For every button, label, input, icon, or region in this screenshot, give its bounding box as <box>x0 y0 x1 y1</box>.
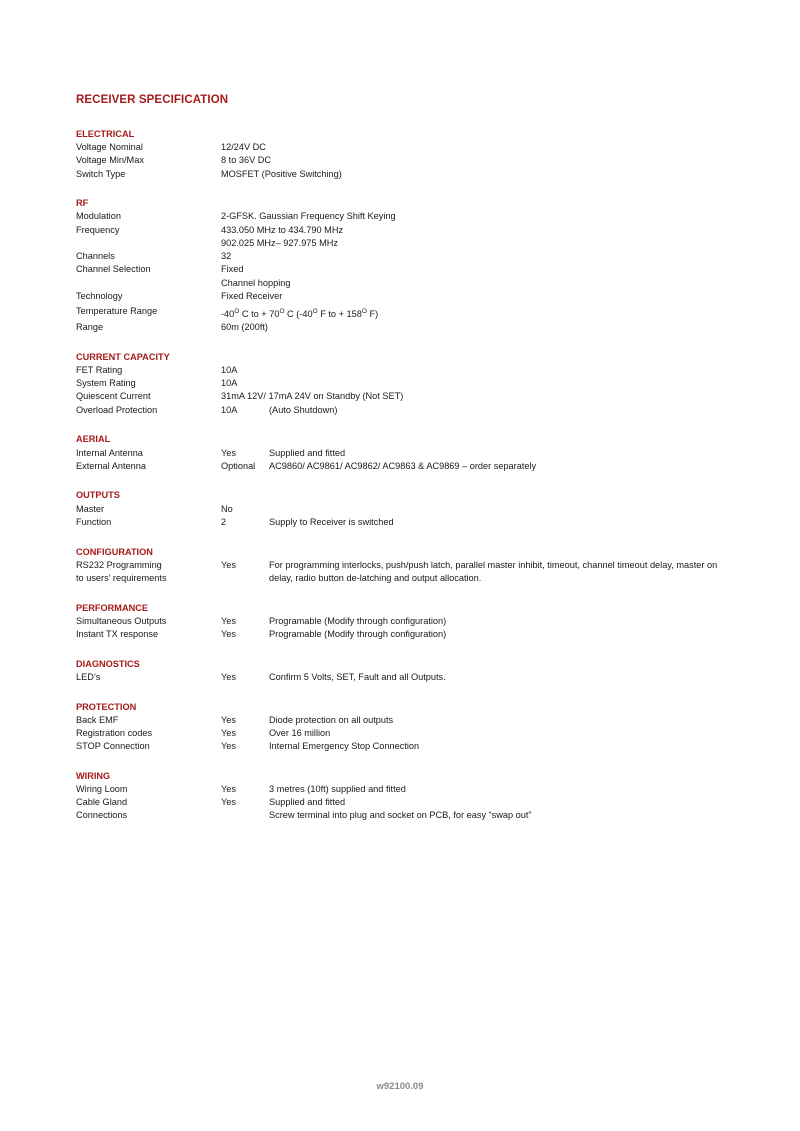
spec-row <box>76 714 756 727</box>
spec-label: Master <box>76 503 105 514</box>
spec-value <box>221 796 756 809</box>
section-heading-electrical: ELECTRICAL <box>76 129 135 139</box>
degree-mark: O <box>279 307 285 315</box>
spec-label: Back EMF <box>76 714 119 725</box>
spec-value <box>221 628 756 641</box>
spec-value-primary: Yes <box>221 784 236 795</box>
spec-value-primary: Yes <box>221 559 236 570</box>
spec-value: 12/24V DC <box>221 142 266 153</box>
spec-row <box>76 783 756 796</box>
spec-value-note: For programming interlocks, push/push latch, parallel master inhibit, timeout, channel timeout delay, master on delay, radio button de-latching and output allocation. <box>269 559 718 583</box>
spec-row-continued <box>76 277 756 290</box>
section-aerial <box>76 433 756 473</box>
spec-label: STOP Connection <box>76 741 150 752</box>
spec-value-note: Programable (Modify through configuration) <box>269 615 447 626</box>
spec-value-note: 3 metres (10ft) supplied and fitted <box>269 784 406 795</box>
spec-value-note: Supplied and fitted <box>269 447 346 458</box>
spec-value <box>221 740 756 753</box>
spec-row <box>76 168 756 181</box>
spec-label: Frequency <box>76 224 120 235</box>
spec-value-primary: Yes <box>221 741 236 752</box>
spec-label: Wiring Loom <box>76 784 128 795</box>
section-heading-protection: PROTECTION <box>76 701 137 712</box>
spec-row <box>76 250 756 263</box>
section-configuration <box>76 546 756 586</box>
spec-value: 60m (200ft) <box>221 322 268 333</box>
spec-value: Fixed <box>221 264 244 275</box>
section-heading-configuration: CONFIGURATION <box>76 546 153 557</box>
spec-value: 8 to 36V DC <box>221 155 272 166</box>
spec-value: MOSFET (Positive Switching) <box>221 168 342 179</box>
spec-value <box>221 404 756 417</box>
spec-row <box>76 447 756 460</box>
section-heading-aerial: AERIAL <box>76 434 111 445</box>
spec-value <box>221 783 756 796</box>
spec-value <box>221 460 756 473</box>
spec-value-primary: Yes <box>221 615 236 626</box>
temperature-text: F to + 158 <box>317 308 362 319</box>
spec-value-primary: Yes <box>221 797 236 808</box>
spec-label: External Antenna <box>76 460 146 471</box>
spec-value: 10A <box>221 378 238 389</box>
spec-value <box>221 447 756 460</box>
spec-value: No <box>221 503 233 514</box>
spec-label: LED’s <box>76 671 101 682</box>
spec-row <box>76 671 756 684</box>
spec-row <box>76 141 756 154</box>
spec-value: Channel hopping <box>221 277 291 288</box>
spec-value-primary: Yes <box>221 447 236 458</box>
section-protection <box>76 701 756 754</box>
spec-row-continued <box>76 237 756 250</box>
spec-label: Instant TX response <box>76 628 159 639</box>
spec-row <box>76 303 756 321</box>
spec-row <box>76 263 756 276</box>
spec-label: Channel Selection <box>76 264 151 275</box>
spec-label: Voltage Nominal <box>76 142 143 153</box>
spec-value-primary: Yes <box>221 727 236 738</box>
spec-value: Fixed Receiver <box>221 290 283 301</box>
spec-value-primary: Yes <box>221 628 236 639</box>
spec-row <box>76 615 756 628</box>
spec-value: 10A <box>221 365 238 375</box>
spec-value-note: (Auto Shutdown) <box>269 404 338 415</box>
spec-value-note: Screw terminal into plug and socket on PCB, for easy “swap out” <box>269 810 532 821</box>
spec-label: to users’ requirements <box>76 572 167 583</box>
spec-value <box>221 671 756 684</box>
degree-mark: O <box>234 307 240 315</box>
section-electrical <box>76 128 756 181</box>
spec-row <box>76 154 756 167</box>
spec-label: Internal Antenna <box>76 447 143 458</box>
spec-value-primary: Yes <box>221 714 236 725</box>
spec-value: 2-GFSK. Gaussian Frequency Shift Keying <box>221 211 396 222</box>
spec-value-note: Over 16 million <box>269 727 331 738</box>
temperature-text: -40 <box>221 308 235 319</box>
spec-row <box>76 404 756 417</box>
spec-label: Voltage Min/Max <box>76 155 144 166</box>
spec-value-note: Supplied and fitted <box>269 797 346 808</box>
document-code: w92100.09 <box>376 1081 424 1092</box>
spec-label: Function <box>76 516 112 527</box>
section-heading-outputs: OUTPUTS <box>76 490 120 501</box>
spec-row <box>76 740 756 753</box>
section-current-capacity <box>76 351 756 417</box>
spec-value-note: Confirm 5 Volts, SET, Fault and all Outputs. <box>269 671 446 682</box>
spec-value: 902.025 MHz– 927.975 MHz <box>221 237 338 248</box>
section-rf <box>76 197 756 334</box>
temperature-text: C to + 70 <box>239 308 280 319</box>
spec-label: RS232 Programming <box>76 559 162 570</box>
spec-label: Registration codes <box>76 727 153 738</box>
section-heading-performance: PERFORMANCE <box>76 602 148 613</box>
spec-value: 31mA 12V/ 17mA 24V on Standby (Not SET) <box>221 391 404 402</box>
spec-value-primary: Optional <box>221 460 256 471</box>
spec-value-primary: 10A <box>221 404 238 415</box>
spec-row <box>76 460 756 473</box>
section-heading-diagnostics: DIAGNOSTICS <box>76 658 140 669</box>
spec-label: Modulation <box>76 211 121 222</box>
spec-row <box>76 224 756 237</box>
spec-label: Simultaneous Outputs <box>76 615 167 626</box>
temperature-value <box>221 305 756 321</box>
spec-value-note: Internal Emergency Stop Connection <box>269 741 420 752</box>
spec-row <box>76 559 756 585</box>
spec-value: 433.050 MHz to 434.790 MHz <box>221 224 344 235</box>
spec-label: Channels <box>76 251 115 262</box>
section-performance <box>76 602 756 642</box>
spec-value: 32 <box>221 251 232 262</box>
spec-label: Switch Type <box>76 168 126 179</box>
spec-row <box>76 796 756 809</box>
spec-label: Connections <box>76 810 128 821</box>
spec-label: Range <box>76 322 104 333</box>
spec-label: Quiescent Current <box>76 391 151 402</box>
spec-row <box>76 377 756 390</box>
specification-list <box>76 128 756 839</box>
spec-label: Temperature Range <box>76 305 158 316</box>
spec-row <box>76 503 756 516</box>
spec-value <box>221 727 756 740</box>
spec-row <box>76 516 756 529</box>
section-heading-current-capacity: CURRENT CAPACITY <box>76 351 170 362</box>
section-heading-wiring: WIRING <box>76 770 111 781</box>
section-diagnostics <box>76 658 756 684</box>
spec-label: Technology <box>76 290 123 301</box>
spec-row <box>76 321 756 334</box>
spec-value-note: Diode protection on all outputs <box>269 714 394 725</box>
spec-value <box>221 809 756 822</box>
degree-mark: O <box>361 307 367 315</box>
spec-value <box>221 615 756 628</box>
spec-value <box>221 559 756 585</box>
spec-row <box>76 390 756 403</box>
page-title: RECEIVER SPECIFICATION <box>76 94 229 106</box>
spec-value-note: AC9860/ AC9861/ AC9862/ AC9863 & AC9869 – order separately <box>269 460 537 471</box>
temperature-text: F) <box>366 308 379 319</box>
temperature-text: C (-40 <box>284 308 313 319</box>
section-outputs <box>76 489 756 529</box>
spec-row <box>76 290 756 303</box>
section-wiring <box>76 770 756 823</box>
spec-row <box>76 809 756 822</box>
spec-value <box>221 516 756 529</box>
spec-row <box>76 628 756 641</box>
spec-row <box>76 364 756 377</box>
spec-label: Overload Protection <box>76 404 158 415</box>
spec-row <box>76 210 756 223</box>
degree-mark: O <box>312 307 318 315</box>
spec-row <box>76 727 756 740</box>
spec-label: System Rating <box>76 378 136 389</box>
spec-value-note: Programable (Modify through configuration) <box>269 628 447 639</box>
spec-value-primary: Yes <box>221 671 236 682</box>
spec-value <box>221 714 756 727</box>
spec-label: FET Rating <box>76 365 123 375</box>
spec-label: Cable Gland <box>76 797 128 808</box>
spec-value-primary: 2 <box>221 516 227 527</box>
section-heading-rf: RF <box>76 198 89 209</box>
spec-value-note: Supply to Receiver is switched <box>269 516 394 527</box>
